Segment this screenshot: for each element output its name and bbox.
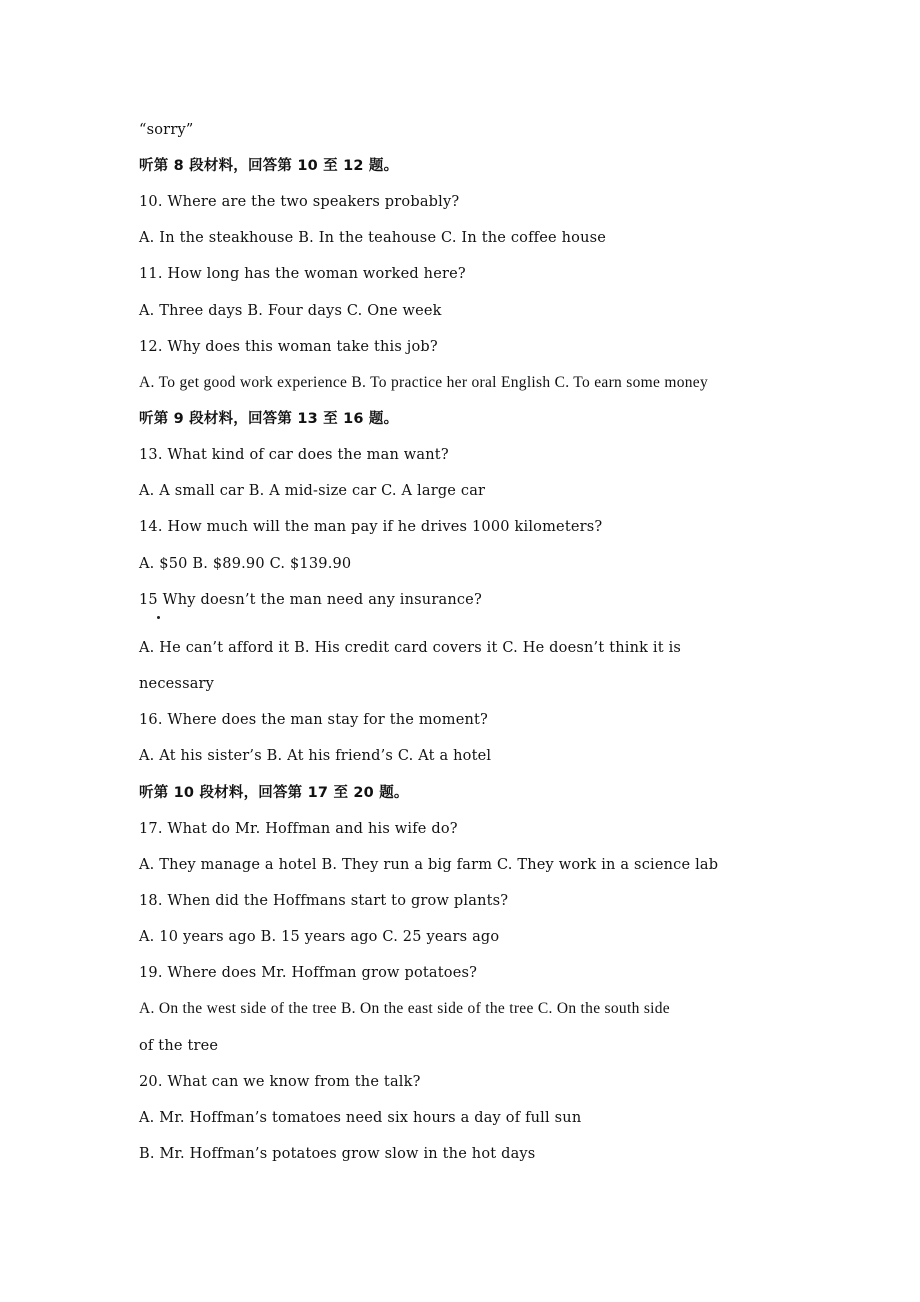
section-heading-8: 听第 8 段材料，回答第 10 至 12 题。 <box>139 158 399 174</box>
options-15: A. He can’t afford it B. His credit card covers it C. He doesn’t think it is <box>139 640 682 656</box>
question-20: 20. What can we know from the talk? <box>139 1074 421 1090</box>
question-18: 18. When did the Hoffmans start to grow plants? <box>139 893 509 909</box>
option-20-a: A. Mr. Hoffman’s tomatoes need six hours a day of full sun <box>139 1110 582 1126</box>
question-16: 16. Where does the man stay for the moment? <box>139 712 489 728</box>
quoted-word-line: “sorry” <box>139 122 194 138</box>
options-16: A. At his sister’s B. At his friend’s C. At a hotel <box>139 748 492 764</box>
options-15-continued: necessary <box>139 676 215 692</box>
option-20-b: B. Mr. Hoffman’s potatoes grow slow in the hot days <box>139 1146 536 1162</box>
question-13: 13. What kind of car does the man want? <box>139 447 449 463</box>
question-17: 17. What do Mr. Hoffman and his wife do? <box>139 821 458 837</box>
options-12: A. To get good work experience B. To practice her oral English C. To earn some money <box>139 374 709 391</box>
question-14: 14. How much will the man pay if he drives 1000 kilometers? <box>139 519 603 535</box>
options-11: A. Three days B. Four days C. One week <box>139 303 442 319</box>
question-12: 12. Why does this woman take this job? <box>139 339 438 355</box>
options-17: A. They manage a hotel B. They run a big farm C. They work in a science lab <box>139 857 719 873</box>
stray-dot-mark <box>157 616 160 619</box>
options-10: A. In the steakhouse B. In the teahouse C. In the coffee house <box>139 230 607 246</box>
options-13: A. A small car B. A mid-size car C. A large car <box>139 483 486 499</box>
options-18: A. 10 years ago B. 15 years ago C. 25 years ago <box>139 929 500 945</box>
question-11: 11. How long has the woman worked here? <box>139 266 466 282</box>
section-heading-10: 听第 10 段材料，回答第 17 至 20 题。 <box>139 785 409 801</box>
question-15: 15 Why doesn’t the man need any insurance? <box>139 592 482 608</box>
question-19: 19. Where does Mr. Hoffman grow potatoes? <box>139 965 478 981</box>
question-10: 10. Where are the two speakers probably? <box>139 194 460 210</box>
section-heading-9: 听第 9 段材料，回答第 13 至 16 题。 <box>139 411 399 427</box>
options-19: A. On the west side of the tree B. On the east side of the tree C. On the south side <box>139 1000 670 1017</box>
options-19-continued: of the tree <box>139 1038 219 1054</box>
options-14: A. $50 B. $89.90 C. $139.90 <box>139 556 352 572</box>
